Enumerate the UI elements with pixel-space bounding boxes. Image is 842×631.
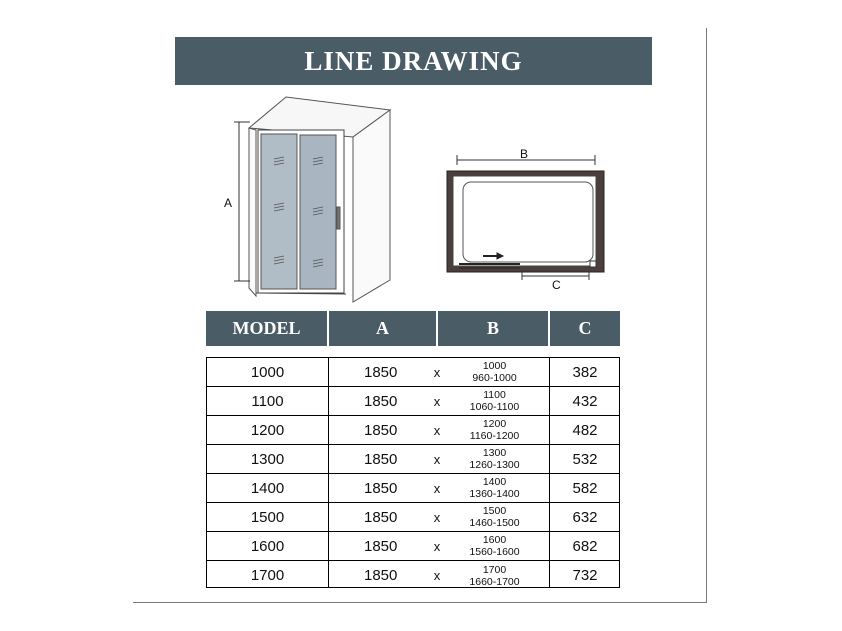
cell-b <box>439 474 550 502</box>
cell-a: 1850 <box>364 479 398 497</box>
cell-b-range: 960-1000 <box>472 372 517 384</box>
dimension-table <box>206 357 620 588</box>
cell-separator: x <box>433 364 441 380</box>
cell-a: 1850 <box>364 508 398 526</box>
cell-b <box>439 445 550 473</box>
shower-enclosure-3d-drawing <box>234 97 390 302</box>
cell-b-nominal: 1600 <box>482 534 507 546</box>
cell-c: 432 <box>572 392 598 410</box>
table-row <box>207 358 619 387</box>
header-b <box>438 311 548 346</box>
cell-b <box>439 358 550 386</box>
table-row <box>207 416 619 445</box>
header-b-label: B <box>486 318 499 338</box>
header-c-label: C <box>578 318 592 338</box>
cell-b-range: 1460-1500 <box>469 517 520 529</box>
cell-b <box>439 416 550 444</box>
cell-separator: x <box>433 393 441 409</box>
cell-a: 1850 <box>364 537 398 555</box>
cell-a: 1850 <box>364 363 398 381</box>
cell-model: 1000 <box>250 363 285 381</box>
cell-c: 632 <box>572 508 598 526</box>
cell-b-nominal: 1000 <box>482 360 507 372</box>
table-row <box>207 503 619 532</box>
cell-separator: x <box>433 538 441 554</box>
cell-b-range: 1660-1700 <box>469 575 520 588</box>
cell-c: 532 <box>572 450 598 468</box>
cell-b-range: 1560-1600 <box>469 546 520 558</box>
table-row <box>207 561 619 590</box>
header-c <box>550 311 620 346</box>
dimension-c-label: C <box>552 278 561 292</box>
cell-b <box>439 532 550 560</box>
cell-a: 1850 <box>364 450 398 468</box>
cell-c: 732 <box>572 567 598 584</box>
cell-c: 582 <box>572 479 598 497</box>
cell-model: 1700 <box>250 567 285 584</box>
cell-b-nominal: 1500 <box>482 505 507 517</box>
top-view-plan-drawing <box>447 155 604 280</box>
cell-a: 1850 <box>364 392 398 410</box>
cell-separator: x <box>433 509 441 525</box>
table-row <box>207 532 619 561</box>
cell-c: 382 <box>572 363 598 381</box>
cell-a: 1850 <box>364 567 398 584</box>
page-title: LINE DRAWING <box>304 45 523 76</box>
dimension-a-label: A <box>224 196 233 210</box>
cell-separator: x <box>433 568 441 583</box>
cell-b-range: 1060-1100 <box>469 401 520 413</box>
cell-a: 1850 <box>364 421 398 439</box>
cell-b-nominal: 1700 <box>482 563 507 576</box>
cell-model: 1100 <box>251 392 284 410</box>
header-a-label: A <box>376 318 389 338</box>
cell-model: 1600 <box>250 537 285 555</box>
cell-b-range: 1360-1400 <box>469 488 520 500</box>
dimension-b-label: B <box>520 147 529 161</box>
cell-model: 1400 <box>250 479 285 497</box>
cell-model: 1300 <box>250 450 285 468</box>
cell-b-nominal: 1300 <box>482 447 507 459</box>
table-row <box>207 474 619 503</box>
cell-b-range: 1160-1200 <box>469 430 520 442</box>
cell-c: 682 <box>572 537 598 555</box>
cell-separator: x <box>433 451 441 467</box>
cell-separator: x <box>433 480 441 496</box>
cell-model: 1200 <box>250 421 285 439</box>
header-model <box>206 311 327 346</box>
cell-b-nominal: 1200 <box>482 418 507 430</box>
header-a <box>329 311 436 346</box>
cell-b <box>439 503 550 531</box>
cell-b-nominal: 1100 <box>483 389 506 401</box>
cell-b-range: 1260-1300 <box>469 459 520 471</box>
cell-b <box>439 561 550 590</box>
header-model-label: MODEL <box>232 318 301 338</box>
cell-model: 1500 <box>250 508 285 526</box>
cell-separator: x <box>433 422 441 438</box>
table-row <box>207 387 619 416</box>
cell-c: 482 <box>572 421 598 439</box>
table-row <box>207 445 619 474</box>
cell-b-nominal: 1400 <box>482 476 507 488</box>
cell-b <box>439 387 550 415</box>
